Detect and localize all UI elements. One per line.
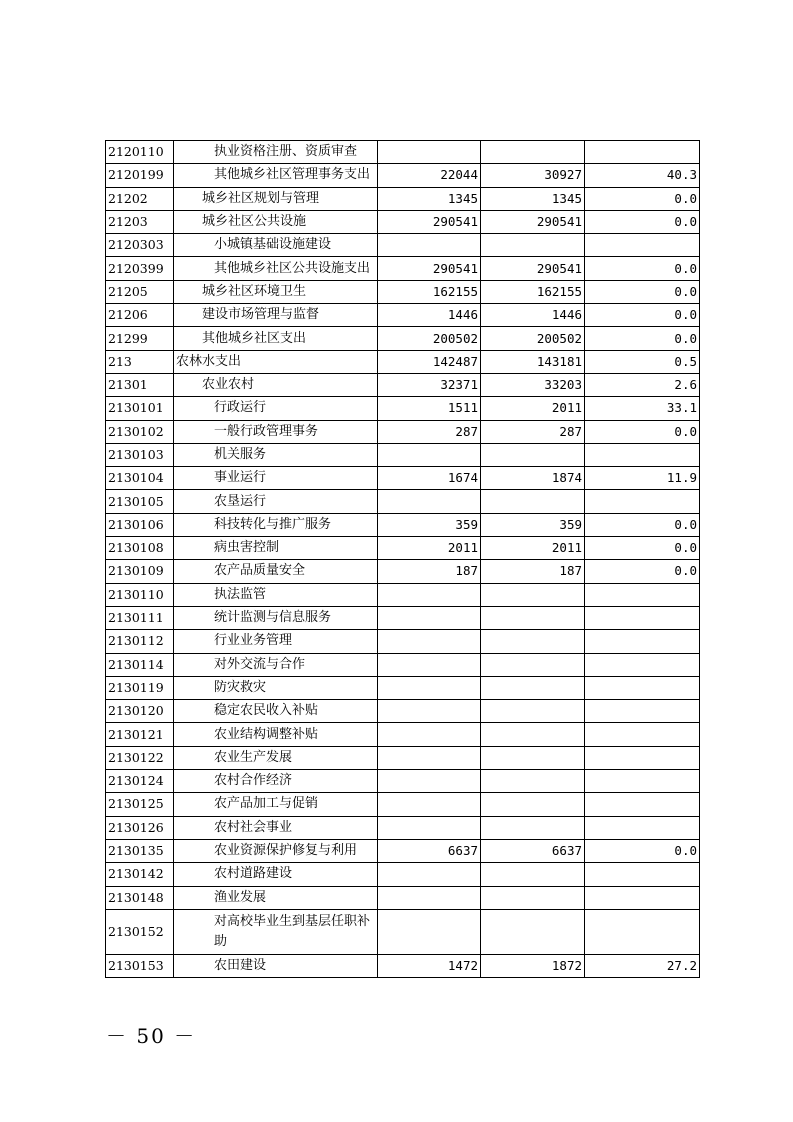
cell-actual: 33203	[481, 373, 585, 396]
cell-budget	[378, 234, 481, 257]
cell-percent: 40.3	[585, 164, 700, 187]
table-row	[106, 467, 700, 490]
cell-percent	[585, 746, 700, 769]
cell-code: 2130142	[106, 863, 174, 886]
cell-code: 2130101	[106, 397, 174, 420]
cell-actual	[481, 234, 585, 257]
cell-budget: 200502	[378, 327, 481, 350]
cell-name: 统计监测与信息服务	[174, 606, 378, 629]
cell-budget: 1345	[378, 187, 481, 210]
table-row	[106, 397, 700, 420]
cell-budget: 6637	[378, 839, 481, 862]
cell-code: 2130122	[106, 746, 174, 769]
table-row	[106, 141, 700, 164]
table-row	[106, 537, 700, 560]
cell-actual: 2011	[481, 397, 585, 420]
cell-code: 21206	[106, 304, 174, 327]
cell-code: 2120110	[106, 141, 174, 164]
cell-actual	[481, 141, 585, 164]
cell-name: 事业运行	[174, 467, 378, 490]
cell-budget	[378, 700, 481, 723]
cell-actual	[481, 676, 585, 699]
table-row	[106, 234, 700, 257]
cell-actual: 143181	[481, 350, 585, 373]
cell-actual: 2011	[481, 537, 585, 560]
cell-percent	[585, 606, 700, 629]
cell-budget	[378, 583, 481, 606]
cell-actual: 290541	[481, 257, 585, 280]
table-row	[106, 443, 700, 466]
cell-percent: 0.0	[585, 420, 700, 443]
cell-budget: 32371	[378, 373, 481, 396]
cell-actual	[481, 606, 585, 629]
cell-name: 执业资格注册、资质审查	[174, 141, 378, 164]
cell-name: 农林水支出	[174, 350, 378, 373]
cell-budget: 162155	[378, 280, 481, 303]
page-number: － 50 －	[106, 1024, 197, 1048]
cell-budget: 290541	[378, 210, 481, 233]
cell-percent: 0.0	[585, 327, 700, 350]
cell-name: 行政运行	[174, 397, 378, 420]
table-row	[106, 954, 700, 977]
cell-actual	[481, 723, 585, 746]
cell-name: 渔业发展	[174, 886, 378, 909]
cell-name: 农产品加工与促销	[174, 793, 378, 816]
table-row	[106, 583, 700, 606]
cell-name: 农业农村	[174, 373, 378, 396]
cell-actual	[481, 886, 585, 909]
cell-code: 2130110	[106, 583, 174, 606]
cell-percent: 0.0	[585, 513, 700, 536]
cell-budget	[378, 443, 481, 466]
cell-budget	[378, 490, 481, 513]
cell-actual: 290541	[481, 210, 585, 233]
table-row	[106, 257, 700, 280]
cell-code: 2120303	[106, 234, 174, 257]
cell-name: 机关服务	[174, 443, 378, 466]
cell-actual: 200502	[481, 327, 585, 350]
cell-code: 2130120	[106, 700, 174, 723]
cell-budget: 359	[378, 513, 481, 536]
table-row	[106, 210, 700, 233]
cell-actual: 6637	[481, 839, 585, 862]
cell-budget	[378, 723, 481, 746]
cell-budget: 22044	[378, 164, 481, 187]
cell-name: 农村社会事业	[174, 816, 378, 839]
cell-percent	[585, 886, 700, 909]
cell-name: 防灾救灾	[174, 676, 378, 699]
table-row	[106, 560, 700, 583]
cell-code: 2130121	[106, 723, 174, 746]
cell-budget	[378, 793, 481, 816]
cell-code: 21301	[106, 373, 174, 396]
cell-percent	[585, 676, 700, 699]
cell-name: 城乡社区规划与管理	[174, 187, 378, 210]
cell-name: 农村道路建设	[174, 863, 378, 886]
cell-actual	[481, 746, 585, 769]
table-row	[106, 350, 700, 373]
table-row	[106, 886, 700, 909]
cell-percent	[585, 816, 700, 839]
cell-code: 2130152	[106, 909, 174, 954]
cell-code: 2130104	[106, 467, 174, 490]
table-row	[106, 304, 700, 327]
cell-percent	[585, 793, 700, 816]
cell-code: 21299	[106, 327, 174, 350]
cell-actual	[481, 793, 585, 816]
cell-budget	[378, 653, 481, 676]
table-row	[106, 630, 700, 653]
cell-percent: 0.0	[585, 560, 700, 583]
table-row	[106, 770, 700, 793]
cell-code: 2130125	[106, 793, 174, 816]
cell-percent: 0.0	[585, 537, 700, 560]
cell-percent	[585, 490, 700, 513]
cell-budget	[378, 770, 481, 793]
cell-code: 2130126	[106, 816, 174, 839]
table-row	[106, 746, 700, 769]
cell-name: 小城镇基础设施建设	[174, 234, 378, 257]
table-row	[106, 676, 700, 699]
cell-actual: 187	[481, 560, 585, 583]
cell-budget: 287	[378, 420, 481, 443]
cell-code: 2130148	[106, 886, 174, 909]
budget-table-body	[106, 141, 700, 978]
cell-percent	[585, 443, 700, 466]
table-row	[106, 606, 700, 629]
cell-code: 2130119	[106, 676, 174, 699]
cell-name: 农田建设	[174, 954, 378, 977]
cell-budget: 1446	[378, 304, 481, 327]
cell-percent: 0.0	[585, 187, 700, 210]
cell-name: 农业结构调整补贴	[174, 723, 378, 746]
cell-budget: 1674	[378, 467, 481, 490]
cell-actual	[481, 583, 585, 606]
cell-code: 2130102	[106, 420, 174, 443]
cell-budget: 290541	[378, 257, 481, 280]
cell-percent	[585, 141, 700, 164]
table-row	[106, 909, 700, 954]
cell-name: 农产品质量安全	[174, 560, 378, 583]
cell-name: 建设市场管理与监督	[174, 304, 378, 327]
cell-budget	[378, 886, 481, 909]
cell-name: 行业业务管理	[174, 630, 378, 653]
cell-code: 2130108	[106, 537, 174, 560]
cell-percent: 27.2	[585, 954, 700, 977]
cell-code: 21203	[106, 210, 174, 233]
cell-code: 21205	[106, 280, 174, 303]
cell-code: 2120199	[106, 164, 174, 187]
cell-name: 科技转化与推广服务	[174, 513, 378, 536]
cell-percent: 0.0	[585, 257, 700, 280]
cell-name: 执法监管	[174, 583, 378, 606]
cell-actual	[481, 490, 585, 513]
cell-name: 城乡社区公共设施	[174, 210, 378, 233]
table-row	[106, 839, 700, 862]
table-row	[106, 653, 700, 676]
cell-actual	[481, 653, 585, 676]
cell-code: 2130105	[106, 490, 174, 513]
table-row	[106, 700, 700, 723]
cell-percent: 2.6	[585, 373, 700, 396]
table-row	[106, 793, 700, 816]
table-row	[106, 373, 700, 396]
cell-percent	[585, 863, 700, 886]
table-row	[106, 490, 700, 513]
cell-percent	[585, 909, 700, 954]
cell-name: 稳定农民收入补贴	[174, 700, 378, 723]
cell-percent: 0.0	[585, 280, 700, 303]
cell-name: 其他城乡社区公共设施支出	[174, 257, 378, 280]
cell-actual: 162155	[481, 280, 585, 303]
cell-name: 病虫害控制	[174, 537, 378, 560]
cell-budget	[378, 606, 481, 629]
cell-budget	[378, 909, 481, 954]
cell-code: 2130124	[106, 770, 174, 793]
cell-actual	[481, 630, 585, 653]
cell-percent	[585, 583, 700, 606]
cell-percent	[585, 653, 700, 676]
cell-code: 2130109	[106, 560, 174, 583]
cell-name: 农业资源保护修复与利用	[174, 839, 378, 862]
table-row	[106, 816, 700, 839]
cell-actual	[481, 863, 585, 886]
cell-budget: 142487	[378, 350, 481, 373]
cell-percent: 0.0	[585, 210, 700, 233]
cell-code: 2130114	[106, 653, 174, 676]
cell-budget: 2011	[378, 537, 481, 560]
cell-name: 对外交流与合作	[174, 653, 378, 676]
table-row	[106, 723, 700, 746]
cell-actual	[481, 770, 585, 793]
table-row	[106, 863, 700, 886]
cell-code: 2130135	[106, 839, 174, 862]
cell-percent: 0.0	[585, 304, 700, 327]
cell-actual	[481, 700, 585, 723]
cell-name: 城乡社区环境卫生	[174, 280, 378, 303]
cell-budget	[378, 746, 481, 769]
cell-budget	[378, 630, 481, 653]
table-row	[106, 280, 700, 303]
table-row	[106, 187, 700, 210]
cell-percent	[585, 234, 700, 257]
cell-name: 农垦运行	[174, 490, 378, 513]
cell-budget: 187	[378, 560, 481, 583]
cell-budget: 1511	[378, 397, 481, 420]
cell-name: 农业生产发展	[174, 746, 378, 769]
cell-budget	[378, 816, 481, 839]
table-row	[106, 327, 700, 350]
cell-actual	[481, 816, 585, 839]
budget-table	[105, 140, 700, 978]
cell-code: 2130103	[106, 443, 174, 466]
cell-actual: 287	[481, 420, 585, 443]
cell-actual	[481, 443, 585, 466]
cell-actual: 359	[481, 513, 585, 536]
cell-code: 2130111	[106, 606, 174, 629]
cell-code: 2130112	[106, 630, 174, 653]
cell-code: 213	[106, 350, 174, 373]
cell-percent	[585, 700, 700, 723]
cell-budget	[378, 676, 481, 699]
cell-code: 2130153	[106, 954, 174, 977]
cell-percent	[585, 630, 700, 653]
cell-actual: 1872	[481, 954, 585, 977]
cell-code: 21202	[106, 187, 174, 210]
cell-actual: 1345	[481, 187, 585, 210]
cell-percent: 11.9	[585, 467, 700, 490]
cell-actual: 30927	[481, 164, 585, 187]
cell-name: 其他城乡社区支出	[174, 327, 378, 350]
cell-percent: 0.5	[585, 350, 700, 373]
cell-code: 2120399	[106, 257, 174, 280]
cell-budget	[378, 863, 481, 886]
cell-percent: 33.1	[585, 397, 700, 420]
cell-percent	[585, 770, 700, 793]
cell-budget	[378, 141, 481, 164]
cell-percent	[585, 723, 700, 746]
table-row	[106, 513, 700, 536]
cell-actual: 1874	[481, 467, 585, 490]
cell-code: 2130106	[106, 513, 174, 536]
table-row	[106, 164, 700, 187]
cell-name: 一般行政管理事务	[174, 420, 378, 443]
cell-percent: 0.0	[585, 839, 700, 862]
cell-name: 对高校毕业生到基层任职补助	[174, 909, 378, 954]
cell-actual: 1446	[481, 304, 585, 327]
cell-actual	[481, 909, 585, 954]
cell-name: 农村合作经济	[174, 770, 378, 793]
table-row	[106, 420, 700, 443]
cell-budget: 1472	[378, 954, 481, 977]
cell-name: 其他城乡社区管理事务支出	[174, 164, 378, 187]
